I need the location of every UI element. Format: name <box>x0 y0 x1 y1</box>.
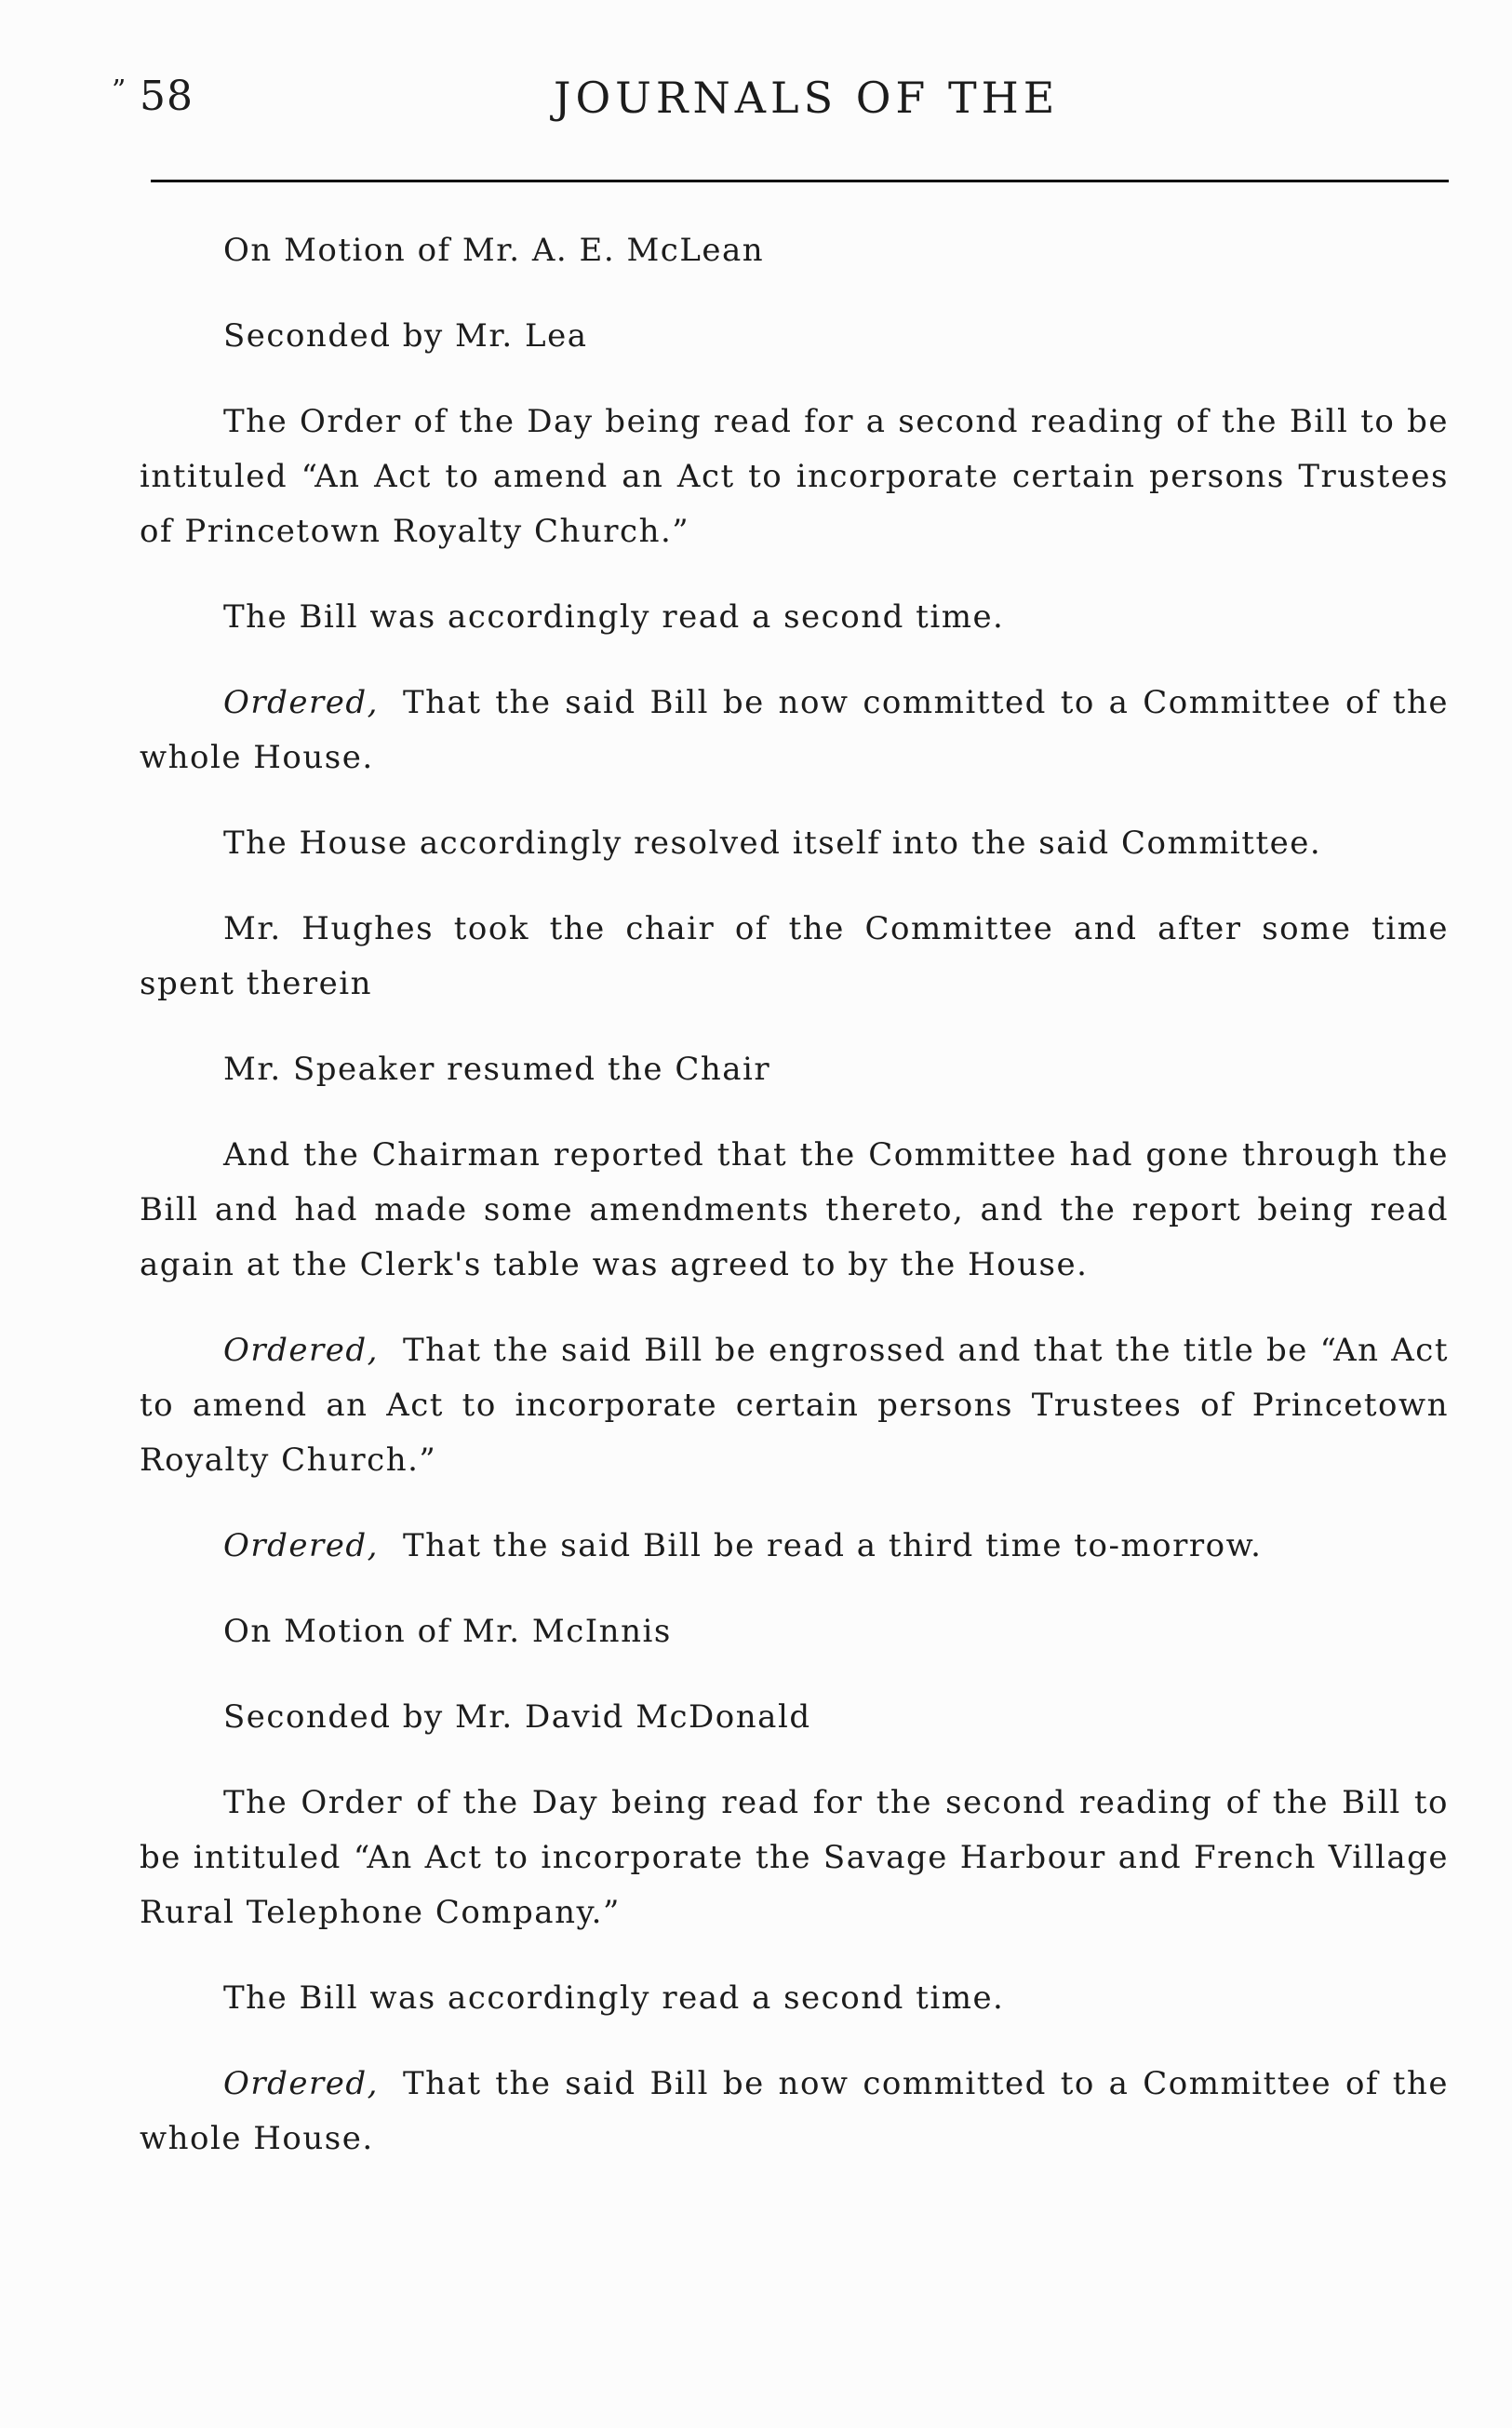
paragraph-text: That the said Bill be read a third time to-morrow. <box>402 1527 1263 1564</box>
paragraph-text: The Bill was accordingly read a second time. <box>223 1979 1005 2017</box>
motion-seconder-1 <box>140 309 1449 364</box>
order-of-day-1 <box>140 395 1449 559</box>
page-header <box>112 73 1450 138</box>
paragraph-text: The House accordingly resolved itself into the said Committee. <box>223 825 1322 862</box>
motion-mover-2 <box>140 1604 1449 1659</box>
paragraph-text: Seconded by Mr. David McDonald <box>223 1698 811 1736</box>
header-mark: ” <box>112 74 129 107</box>
ordered-committed-1 <box>140 676 1449 785</box>
journal-body <box>140 223 1449 2197</box>
paragraph-text: On Motion of Mr. McInnis <box>223 1613 672 1650</box>
ordered-label: Ordered, <box>223 2065 379 2102</box>
chairman-report <box>140 1128 1449 1293</box>
paragraph-text: The Order of the Day being read for the second reading of the Bill to be intituled “An Act to incorporate the Savage Harbour and French Village Rural Telephone Company.” <box>140 1784 1449 1931</box>
header-rule <box>151 180 1449 182</box>
paragraph-text: And the Chairman reported that the Committee had gone through the Bill and had made some amendments thereto, and the report being read again at the Clerk's table was agreed to by the House. <box>140 1136 1449 1283</box>
motion-seconder-2 <box>140 1690 1449 1745</box>
paragraph-text: The Bill was accordingly read a second time. <box>223 598 1005 636</box>
running-title: JOURNALS OF THE <box>554 73 1060 123</box>
ordered-third-reading <box>140 1519 1449 1574</box>
ordered-engrossed <box>140 1323 1449 1488</box>
second-reading-2 <box>140 1971 1449 2026</box>
paragraph-text: That the said Bill be now committed to a Committee of the whole House. <box>140 2065 1449 2157</box>
motion-mover-1 <box>140 223 1449 278</box>
paragraph-text: That the said Bill be engrossed and that the title be “An Act to amend an Act to incorporate certain persons Trustees of Princetown Royalty Church.” <box>140 1332 1449 1479</box>
page-number: 58 <box>140 73 194 120</box>
house-resolved <box>140 816 1449 871</box>
ordered-label: Ordered, <box>223 1332 379 1369</box>
speaker-resumed <box>140 1042 1449 1097</box>
ordered-label: Ordered, <box>223 1527 379 1564</box>
chair-taken <box>140 902 1449 1012</box>
ordered-label: Ordered, <box>223 684 379 721</box>
paragraph-text: Seconded by Mr. Lea <box>223 317 588 355</box>
ordered-committed-2 <box>140 2057 1449 2166</box>
paragraph-text: Mr. Speaker resumed the Chair <box>223 1051 771 1088</box>
order-of-day-2 <box>140 1776 1449 1940</box>
paragraph-text: That the said Bill be now committed to a Committee of the whole House. <box>140 684 1449 776</box>
second-reading-1 <box>140 590 1449 645</box>
paragraph-text: On Motion of Mr. A. E. McLean <box>223 232 765 269</box>
paragraph-text: The Order of the Day being read for a second reading of the Bill to be intituled “An Act to amend an Act to incorporate certain persons Trustees of Princetown Royalty Church.” <box>140 403 1449 550</box>
paragraph-text: Mr. Hughes took the chair of the Committee and after some time spent therein <box>140 910 1449 1002</box>
